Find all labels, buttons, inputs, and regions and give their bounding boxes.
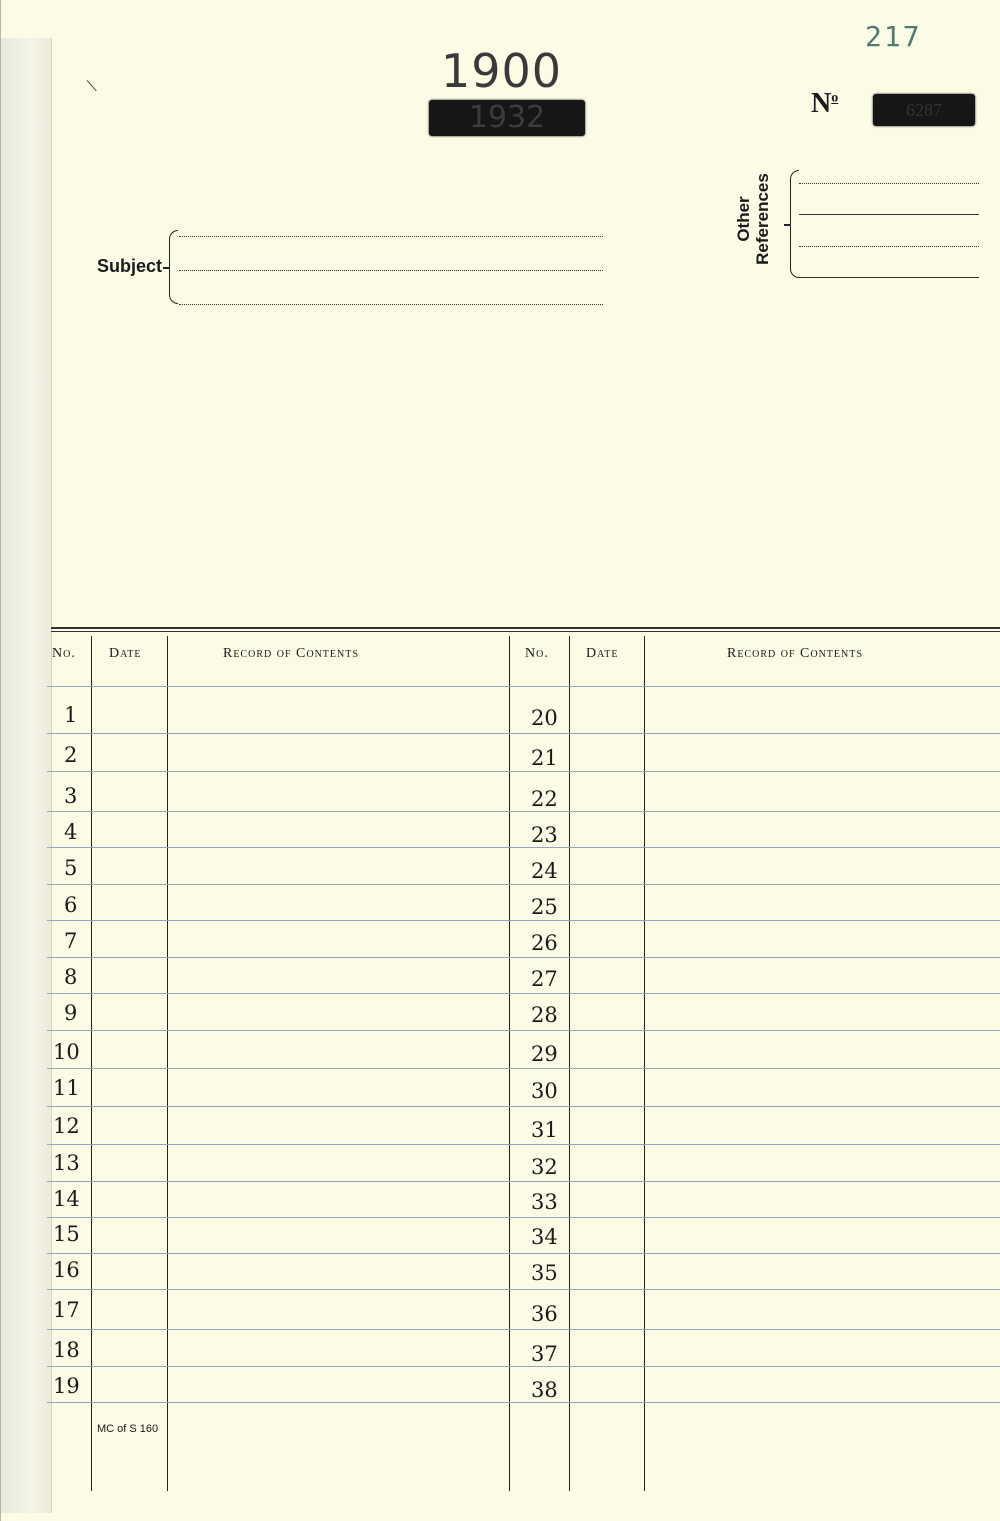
row-number-left: 5 [64,856,78,880]
row-rule [47,1217,1000,1218]
row-rule [47,884,1000,885]
reference-line-3[interactable] [799,246,979,247]
row-rule [47,1402,1000,1403]
row-number-right: 27 [531,967,558,991]
file-number-label-super: o [831,90,839,106]
row-number-right: 37 [531,1342,558,1366]
archive-number-stamp: 217 [865,20,922,53]
row-rule [47,733,1000,734]
row-number-left: 18 [53,1338,80,1362]
row-rule [47,993,1000,994]
row-rule [47,1289,1000,1290]
row-number-right: 28 [531,1003,558,1027]
reference-line-4[interactable] [799,277,979,278]
file-number-redacted-block: 6287 [873,94,975,126]
row-number-left: 8 [64,965,78,989]
col-divider-middle [509,636,510,1491]
col-divider-date-right [644,636,645,1491]
folder-spine [1,38,52,1513]
row-rule [47,1068,1000,1069]
row-rule [47,957,1000,958]
row-rule [47,847,1000,848]
row-rule [47,1144,1000,1145]
file-number-label [811,88,838,120]
row-rule [47,1181,1000,1182]
row-number-left: 1 [64,703,78,727]
row-rule [47,1253,1000,1254]
other-references-line1: Other [734,196,753,242]
table-top-rule [51,627,1000,632]
subject-label: Subject [97,256,163,276]
year-redacted-block: 1932 [429,100,585,136]
row-number-right: 38 [531,1378,558,1402]
reference-line-1[interactable] [799,183,979,184]
row-number-left: 4 [64,820,78,844]
row-rule [47,771,1000,772]
row-number-right: 36 [531,1302,558,1326]
row-number-left: 16 [53,1258,80,1282]
row-number-left: 7 [64,929,78,953]
header-date-left: Date [109,646,142,661]
other-references-label [734,164,772,274]
row-rule [47,1366,1000,1367]
row-rule [47,920,1000,921]
subject-line-3[interactable] [179,304,603,305]
row-rule [47,1030,1000,1031]
pen-tick-mark [87,80,97,91]
row-number-left: 9 [64,1001,78,1025]
row-number-right: 25 [531,895,558,919]
row-number-left: 17 [53,1298,80,1322]
row-number-right: 32 [531,1155,558,1179]
row-number-left: 14 [53,1187,80,1211]
row-rule [47,1106,1000,1107]
header-no-left: No. [52,646,76,661]
col-divider-no-left [91,636,92,1491]
header-date-right: Date [586,646,619,661]
col-divider-date-left [167,636,168,1491]
row-number-left: 11 [53,1076,80,1100]
row-number-left: 15 [53,1222,80,1246]
row-rule [47,1329,1000,1330]
col-divider-no-right [569,636,570,1491]
row-number-right: 26 [531,931,558,955]
year-printed: 1900 [441,44,563,98]
header-record-right: Record of Contents [727,646,863,661]
row-number-right: 24 [531,859,558,883]
reference-line-2[interactable] [799,214,979,215]
subject-line-2[interactable] [179,270,603,271]
row-number-left: 6 [64,893,78,917]
other-references-brace [790,170,799,278]
row-number-right: 35 [531,1261,558,1285]
header-record-left: Record of Contents [223,646,359,661]
row-number-left: 10 [53,1040,80,1064]
other-references-line2: References [753,173,772,265]
row-rule [47,811,1000,812]
row-number-left: 3 [64,784,78,808]
header-no-right: No. [525,646,549,661]
row-number-right: 23 [531,823,558,847]
row-number-left: 19 [53,1374,80,1398]
row-number-right: 34 [531,1225,558,1249]
row-number-left: 13 [53,1151,80,1175]
row-number-right: 31 [531,1118,558,1142]
row-number-right: 29 [531,1042,558,1066]
row-number-left: 12 [53,1114,80,1138]
row-number-right: 33 [531,1190,558,1214]
row-number-right: 21 [531,746,558,770]
row-number-right: 30 [531,1079,558,1103]
row-number-left: 2 [64,743,78,767]
form-code: MC of S 160 [97,1423,159,1435]
file-number-label-letter: N [811,88,832,119]
row-rule [47,686,1000,687]
subject-line-1[interactable] [179,236,603,237]
row-number-right: 22 [531,787,558,811]
subject-brace [169,230,178,304]
row-number-right: 20 [531,706,558,730]
